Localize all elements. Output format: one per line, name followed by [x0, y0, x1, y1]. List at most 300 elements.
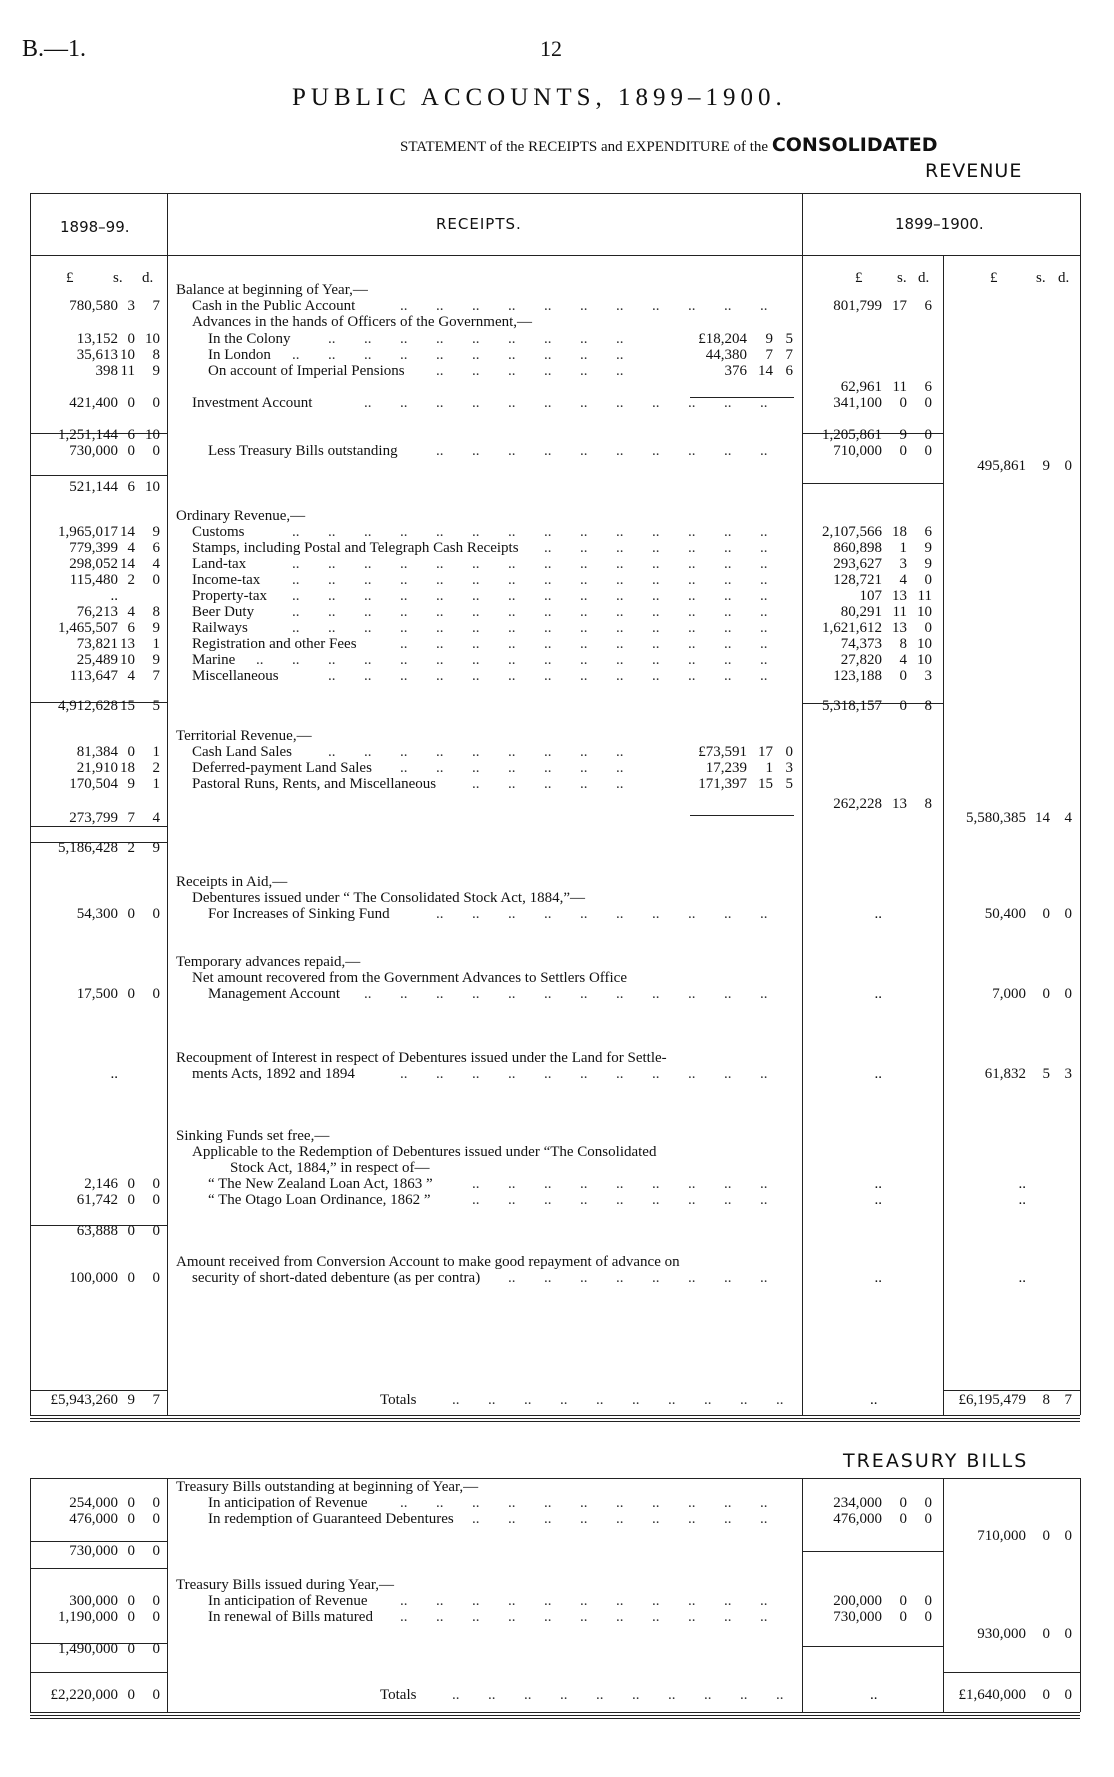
- leader-dots: ..: [328, 620, 336, 636]
- leader-dots: ..: [508, 1609, 516, 1625]
- amount-1899-1900-l: 801,799: [833, 298, 882, 314]
- leader-dots: ..: [652, 1609, 660, 1625]
- leader-dots: ..: [596, 1392, 604, 1408]
- leader-dots: ..: [472, 331, 480, 347]
- amount-1899-1900-l: 234,000: [833, 1495, 882, 1511]
- row-description: Balance at beginning of Year,—: [176, 282, 368, 298]
- amount-detail-d: 5: [785, 776, 793, 792]
- leader-dots: ..: [580, 1176, 588, 1192]
- header-1898-99: 1898–99.: [60, 218, 130, 236]
- rule-vertical: [802, 193, 803, 1415]
- rule-horizontal: [30, 475, 167, 476]
- leader-dots: ..: [688, 652, 696, 668]
- amount-1898-99-d: 0: [152, 1543, 160, 1559]
- amount-1899-1900-total-l: ..: [1018, 1192, 1026, 1208]
- leader-dots: ..: [472, 524, 480, 540]
- amount-1899-1900-s: 0: [899, 698, 907, 714]
- leader-dots: ..: [580, 1066, 588, 1082]
- leader-dots: ..: [508, 588, 516, 604]
- amount-1898-99-l: 780,580: [69, 298, 118, 314]
- amount-1898-99-d: 10: [145, 479, 160, 495]
- amount-1899-1900-total-d: 3: [1064, 1066, 1072, 1082]
- amount-1898-99-d: 5: [152, 698, 160, 714]
- leader-dots: ..: [652, 395, 660, 411]
- amount-1898-99-d: 1: [152, 636, 160, 652]
- amount-1899-1900-d: 3: [924, 668, 932, 684]
- leader-dots: ..: [616, 906, 624, 922]
- leader-dots: ..: [328, 556, 336, 572]
- amount-1898-99-l: 298,052: [69, 556, 118, 572]
- amount-1899-1900-s: 3: [899, 556, 907, 572]
- amount-1898-99-l: 730,000: [69, 443, 118, 459]
- leader-dots: ..: [544, 395, 552, 411]
- row-description: In renewal of Bills matured: [208, 1609, 373, 1625]
- amount-1898-99-s: 4: [127, 540, 135, 556]
- rule-horizontal: [690, 815, 794, 816]
- rule-vertical: [943, 1478, 944, 1712]
- leader-dots: ..: [668, 1687, 676, 1703]
- amount-1898-99-l: 13,152: [76, 331, 118, 347]
- leader-dots: ..: [616, 1066, 624, 1082]
- leader-dots: ..: [580, 588, 588, 604]
- amount-1899-1900-d: 11: [917, 588, 932, 604]
- row-description: Railways: [192, 620, 248, 636]
- leader-dots: ..: [364, 347, 372, 363]
- rule-vertical: [167, 193, 168, 1415]
- amount-1899-1900-l: 710,000: [833, 443, 882, 459]
- leader-dots: ..: [616, 363, 624, 379]
- leader-dots: ..: [544, 652, 552, 668]
- rule-horizontal: [30, 826, 167, 827]
- leader-dots: ..: [400, 331, 408, 347]
- row-description: Advances in the hands of Officers of the Government,—: [192, 314, 533, 330]
- leader-dots: ..: [400, 524, 408, 540]
- row-description: Management Account: [208, 986, 341, 1002]
- amount-1898-99-d: 9: [152, 840, 160, 856]
- amount-1899-1900-d: 8: [924, 698, 932, 714]
- leader-dots: ..: [724, 636, 732, 652]
- leader-dots: ..: [760, 572, 768, 588]
- total-1899-1900-detail: ..: [870, 1687, 878, 1703]
- amount-1899-1900-l: 730,000: [833, 1609, 882, 1625]
- amount-1898-99-l: 421,400: [69, 395, 118, 411]
- row-description: Amount received from Conversion Account to make good repayment of advance on: [176, 1254, 680, 1270]
- leader-dots: ..: [400, 1609, 408, 1625]
- leader-dots: ..: [364, 744, 372, 760]
- unit-shillings-c2: s.: [1036, 270, 1046, 286]
- leader-dots: ..: [652, 540, 660, 556]
- leader-dots: ..: [472, 347, 480, 363]
- amount-1898-99-s: 0: [127, 986, 135, 1002]
- row-description: Cash in the Public Account: [192, 298, 356, 314]
- amount-1899-1900-s: 0: [899, 1495, 907, 1511]
- leader-dots: ..: [436, 1495, 444, 1511]
- amount-1898-99-s: 6: [127, 479, 135, 495]
- amount-1899-1900-total-s: 0: [1042, 1528, 1050, 1544]
- leader-dots: ..: [508, 1176, 516, 1192]
- leader-dots: ..: [652, 1192, 660, 1208]
- leader-dots: ..: [580, 395, 588, 411]
- leader-dots: ..: [616, 668, 624, 684]
- leader-dots: ..: [724, 572, 732, 588]
- leader-dots: ..: [364, 620, 372, 636]
- leader-dots: ..: [508, 556, 516, 572]
- leader-dots: ..: [652, 588, 660, 604]
- amount-1898-99-d: 0: [152, 906, 160, 922]
- leader-dots: ..: [508, 636, 516, 652]
- rule-horizontal: [30, 1568, 167, 1569]
- leader-dots: ..: [688, 636, 696, 652]
- amount-1898-99-s: 9: [127, 776, 135, 792]
- leader-dots: ..: [436, 636, 444, 652]
- leader-dots: ..: [508, 760, 516, 776]
- amount-1898-99-s: 0: [127, 1223, 135, 1239]
- leader-dots: ..: [616, 347, 624, 363]
- leader-dots: ..: [436, 652, 444, 668]
- leader-dots: ..: [472, 636, 480, 652]
- leader-dots: ..: [292, 604, 300, 620]
- row-description: Miscellaneous: [192, 668, 279, 684]
- leader-dots: ..: [472, 572, 480, 588]
- row-description: Treasury Bills outstanding at beginning of Year,—: [176, 1479, 479, 1495]
- amount-1899-1900-s: 13: [892, 620, 907, 636]
- leader-dots: ..: [616, 760, 624, 776]
- leader-dots: ..: [688, 1066, 696, 1082]
- leader-dots: ..: [688, 588, 696, 604]
- leader-dots: ..: [508, 395, 516, 411]
- leader-dots: ..: [400, 760, 408, 776]
- leader-dots: ..: [580, 1511, 588, 1527]
- leader-dots: ..: [436, 347, 444, 363]
- leader-dots: ..: [508, 1593, 516, 1609]
- amount-detail-d: 5: [785, 331, 793, 347]
- amount-1898-99-d: 1: [152, 776, 160, 792]
- leader-dots: ..: [400, 986, 408, 1002]
- amount-1899-1900-total-d: 4: [1064, 810, 1072, 826]
- leader-dots: ..: [508, 744, 516, 760]
- amount-1899-1900-s: 18: [892, 524, 907, 540]
- amount-1898-99-d: 10: [145, 331, 160, 347]
- leader-dots: ..: [472, 1176, 480, 1192]
- row-description: Property-tax: [192, 588, 267, 604]
- leader-dots: ..: [724, 906, 732, 922]
- amount-1898-99-s: 0: [127, 395, 135, 411]
- leader-dots: ..: [472, 620, 480, 636]
- amount-1898-99-l: 115,480: [69, 572, 118, 588]
- leader-dots: ..: [400, 1066, 408, 1082]
- rule-horizontal: [30, 193, 1080, 194]
- amount-1899-1900-d: 9: [924, 540, 932, 556]
- leader-dots: ..: [760, 524, 768, 540]
- amount-1898-99-l: 170,504: [69, 776, 118, 792]
- amount-1898-99-s: 14: [120, 556, 135, 572]
- leader-dots: ..: [580, 572, 588, 588]
- leader-dots: ..: [724, 556, 732, 572]
- amount-1899-1900-l: 123,188: [833, 668, 882, 684]
- amount-1899-1900-s: 11: [892, 604, 907, 620]
- row-description: In London: [208, 347, 271, 363]
- leader-dots: ..: [436, 1066, 444, 1082]
- amount-1898-99-d: 7: [152, 298, 160, 314]
- leader-dots: ..: [328, 588, 336, 604]
- amount-1898-99-s: 0: [127, 1593, 135, 1609]
- leader-dots: ..: [544, 668, 552, 684]
- total-1898-99-s: 0: [127, 1687, 135, 1703]
- leader-dots: ..: [436, 744, 444, 760]
- amount-1899-1900-total-l: 710,000: [977, 1528, 1026, 1544]
- leader-dots: ..: [760, 668, 768, 684]
- amount-detail-l: £73,591: [698, 744, 747, 760]
- row-description: ments Acts, 1892 and 1894: [192, 1066, 355, 1082]
- leader-dots: ..: [580, 1270, 588, 1286]
- leader-dots: ..: [580, 298, 588, 314]
- leader-dots: ..: [616, 1609, 624, 1625]
- leader-dots: ..: [616, 395, 624, 411]
- leader-dots: ..: [472, 1495, 480, 1511]
- amount-1899-1900-total-s: 0: [1042, 986, 1050, 1002]
- leader-dots: ..: [724, 443, 732, 459]
- leader-dots: ..: [544, 1270, 552, 1286]
- amount-1899-1900-l: 293,627: [833, 556, 882, 572]
- leader-dots: ..: [580, 776, 588, 792]
- leader-dots: ..: [472, 443, 480, 459]
- rule-vertical: [30, 1478, 31, 1712]
- leader-dots: ..: [760, 1192, 768, 1208]
- amount-1898-99-s: 2: [127, 840, 135, 856]
- leader-dots: ..: [400, 604, 408, 620]
- amount-1899-1900-d: 0: [924, 572, 932, 588]
- total-1898-99-l: £2,220,000: [50, 1687, 118, 1703]
- leader-dots: ..: [688, 572, 696, 588]
- leader-dots: ..: [652, 524, 660, 540]
- amount-1899-1900-d: 0: [924, 1609, 932, 1625]
- leader-dots: ..: [472, 556, 480, 572]
- statement-subtitle: [400, 134, 938, 156]
- leader-dots: ..: [400, 652, 408, 668]
- leader-dots: ..: [580, 620, 588, 636]
- amount-1899-1900-l: ..: [874, 1176, 882, 1192]
- amount-1899-1900-s: 0: [899, 1593, 907, 1609]
- amount-1898-99-s: 7: [127, 810, 135, 826]
- leader-dots: ..: [616, 298, 624, 314]
- leader-dots: ..: [544, 347, 552, 363]
- amount-1899-1900-d: 0: [924, 1511, 932, 1527]
- amount-1899-1900-l: 62,961: [840, 379, 882, 395]
- amount-1898-99-l: 35,613: [76, 347, 118, 363]
- amount-1899-1900-s: 0: [899, 1609, 907, 1625]
- row-description: Stock Act, 1884,” in respect of—: [230, 1160, 430, 1176]
- amount-1899-1900-s: 4: [899, 572, 907, 588]
- amount-1898-99-s: 0: [127, 1543, 135, 1559]
- amount-1898-99-s: 0: [127, 1511, 135, 1527]
- leader-dots: ..: [688, 1270, 696, 1286]
- amount-1899-1900-s: 13: [892, 588, 907, 604]
- amount-1898-99-l: 4,912,628: [58, 698, 118, 714]
- leader-dots: ..: [328, 524, 336, 540]
- leader-dots: ..: [704, 1687, 712, 1703]
- leader-dots: ..: [508, 1192, 516, 1208]
- amount-1898-99-d: 10: [145, 427, 160, 443]
- amount-1899-1900-l: 5,318,157: [822, 698, 882, 714]
- leader-dots: ..: [508, 1270, 516, 1286]
- amount-1899-1900-total-d: 0: [1064, 458, 1072, 474]
- leader-dots: ..: [472, 652, 480, 668]
- amount-1898-99-l: 521,144: [69, 479, 118, 495]
- unit-pence-prev: d.: [142, 270, 154, 286]
- amount-1899-1900-s: 17: [892, 298, 907, 314]
- rule-vertical: [1080, 193, 1081, 1415]
- amount-detail-d: 0: [785, 744, 793, 760]
- total-1899-1900-l: £1,640,000: [958, 1687, 1026, 1703]
- amount-1899-1900-l: ..: [874, 906, 882, 922]
- amount-1898-99-d: 0: [152, 1192, 160, 1208]
- amount-1899-1900-s: 0: [899, 668, 907, 684]
- amount-1899-1900-d: 0: [924, 1495, 932, 1511]
- leader-dots: ..: [668, 1392, 676, 1408]
- row-description: Marine: [192, 652, 236, 668]
- subtitle-revenue: REVENUE: [925, 160, 1023, 182]
- leader-dots: ..: [364, 604, 372, 620]
- rule-horizontal: [30, 1541, 167, 1542]
- leader-dots: ..: [580, 760, 588, 776]
- leader-dots: ..: [292, 572, 300, 588]
- rule-horizontal: [802, 483, 943, 484]
- leader-dots: ..: [364, 331, 372, 347]
- leader-dots: ..: [328, 668, 336, 684]
- amount-1899-1900-s: 13: [892, 796, 907, 812]
- amount-1899-1900-total-l: 495,861: [977, 458, 1026, 474]
- amount-1898-99-s: 0: [127, 331, 135, 347]
- leader-dots: ..: [400, 1495, 408, 1511]
- amount-1898-99-l: 254,000: [69, 1495, 118, 1511]
- amount-1898-99-l: 113,647: [69, 668, 118, 684]
- leader-dots: ..: [544, 906, 552, 922]
- leader-dots: ..: [724, 668, 732, 684]
- amount-1898-99-d: 0: [152, 1176, 160, 1192]
- total-1899-1900-l: £6,195,479: [958, 1392, 1026, 1408]
- amount-1898-99-s: 0: [127, 1176, 135, 1192]
- amount-1898-99-d: 0: [152, 1609, 160, 1625]
- amount-1899-1900-s: 1: [899, 540, 907, 556]
- leader-dots: ..: [724, 588, 732, 604]
- leader-dots: ..: [544, 443, 552, 459]
- leader-dots: ..: [364, 986, 372, 1002]
- leader-dots: ..: [436, 986, 444, 1002]
- amount-detail-l: 171,397: [698, 776, 747, 792]
- leader-dots: ..: [508, 906, 516, 922]
- amount-1898-99-d: 0: [152, 1511, 160, 1527]
- leader-dots: ..: [760, 443, 768, 459]
- leader-dots: ..: [436, 524, 444, 540]
- leader-dots: ..: [652, 1593, 660, 1609]
- leader-dots: ..: [724, 1593, 732, 1609]
- leader-dots: ..: [544, 540, 552, 556]
- leader-dots: ..: [544, 1495, 552, 1511]
- leader-dots: ..: [724, 1270, 732, 1286]
- leader-dots: ..: [652, 1270, 660, 1286]
- amount-1898-99-l: ..: [110, 588, 118, 604]
- leader-dots: ..: [472, 760, 480, 776]
- leader-dots: ..: [508, 347, 516, 363]
- amount-detail-l: 44,380: [705, 347, 747, 363]
- leader-dots: ..: [544, 331, 552, 347]
- leader-dots: ..: [704, 1392, 712, 1408]
- leader-dots: ..: [724, 986, 732, 1002]
- amount-1898-99-s: 2: [127, 572, 135, 588]
- leader-dots: ..: [364, 668, 372, 684]
- leader-dots: ..: [580, 556, 588, 572]
- amount-1898-99-l: 300,000: [69, 1593, 118, 1609]
- leader-dots: ..: [436, 363, 444, 379]
- leader-dots: ..: [724, 298, 732, 314]
- amount-1898-99-l: 17,500: [76, 986, 118, 1002]
- leader-dots: ..: [616, 1593, 624, 1609]
- leader-dots: ..: [292, 556, 300, 572]
- leader-dots: ..: [760, 620, 768, 636]
- leader-dots: ..: [580, 1593, 588, 1609]
- amount-1898-99-d: 0: [152, 1593, 160, 1609]
- leader-dots: ..: [760, 986, 768, 1002]
- row-description: Investment Account: [192, 395, 313, 411]
- leader-dots: ..: [580, 636, 588, 652]
- leader-dots: ..: [364, 556, 372, 572]
- amount-detail-s: 7: [765, 347, 773, 363]
- amount-1899-1900-s: 8: [899, 636, 907, 652]
- leader-dots: ..: [400, 744, 408, 760]
- row-description: Beer Duty: [192, 604, 255, 620]
- amount-1898-99-s: 0: [127, 443, 135, 459]
- leader-dots: ..: [436, 395, 444, 411]
- leader-dots: ..: [616, 604, 624, 620]
- leader-dots: ..: [400, 668, 408, 684]
- leader-dots: ..: [472, 986, 480, 1002]
- amount-1899-1900-d: 8: [924, 796, 932, 812]
- amount-1898-99-d: 2: [152, 760, 160, 776]
- row-description: Income-tax: [192, 572, 261, 588]
- leader-dots: ..: [436, 1593, 444, 1609]
- leader-dots: ..: [652, 1066, 660, 1082]
- leader-dots: ..: [652, 620, 660, 636]
- leader-dots: ..: [724, 1609, 732, 1625]
- amount-1899-1900-l: 1,205,861: [822, 427, 882, 443]
- leader-dots: ..: [544, 1066, 552, 1082]
- leader-dots: ..: [508, 1495, 516, 1511]
- leader-dots: ..: [760, 588, 768, 604]
- rule-vertical: [1080, 1478, 1081, 1712]
- leader-dots: ..: [616, 1511, 624, 1527]
- header-1899-1900: 1899–1900.: [895, 215, 984, 233]
- leader-dots: ..: [740, 1392, 748, 1408]
- leader-dots: ..: [688, 298, 696, 314]
- amount-1898-99-s: 0: [127, 1495, 135, 1511]
- leader-dots: ..: [580, 347, 588, 363]
- leader-dots: ..: [472, 604, 480, 620]
- amount-1898-99-l: 1,965,017: [58, 524, 118, 540]
- amount-1899-1900-d: 9: [924, 556, 932, 572]
- leader-dots: ..: [472, 1192, 480, 1208]
- row-description: Territorial Revenue,—: [176, 728, 312, 744]
- leader-dots: ..: [472, 906, 480, 922]
- amount-1898-99-d: 8: [152, 347, 160, 363]
- row-description: Deferred-payment Land Sales: [192, 760, 372, 776]
- leader-dots: ..: [652, 668, 660, 684]
- amount-1899-1900-s: 0: [899, 395, 907, 411]
- row-description: In anticipation of Revenue: [208, 1495, 368, 1511]
- leader-dots: ..: [580, 1192, 588, 1208]
- amount-detail-l: 376: [724, 363, 747, 379]
- unit-pounds-prev: £: [66, 270, 74, 286]
- total-1899-1900-s: 0: [1042, 1687, 1050, 1703]
